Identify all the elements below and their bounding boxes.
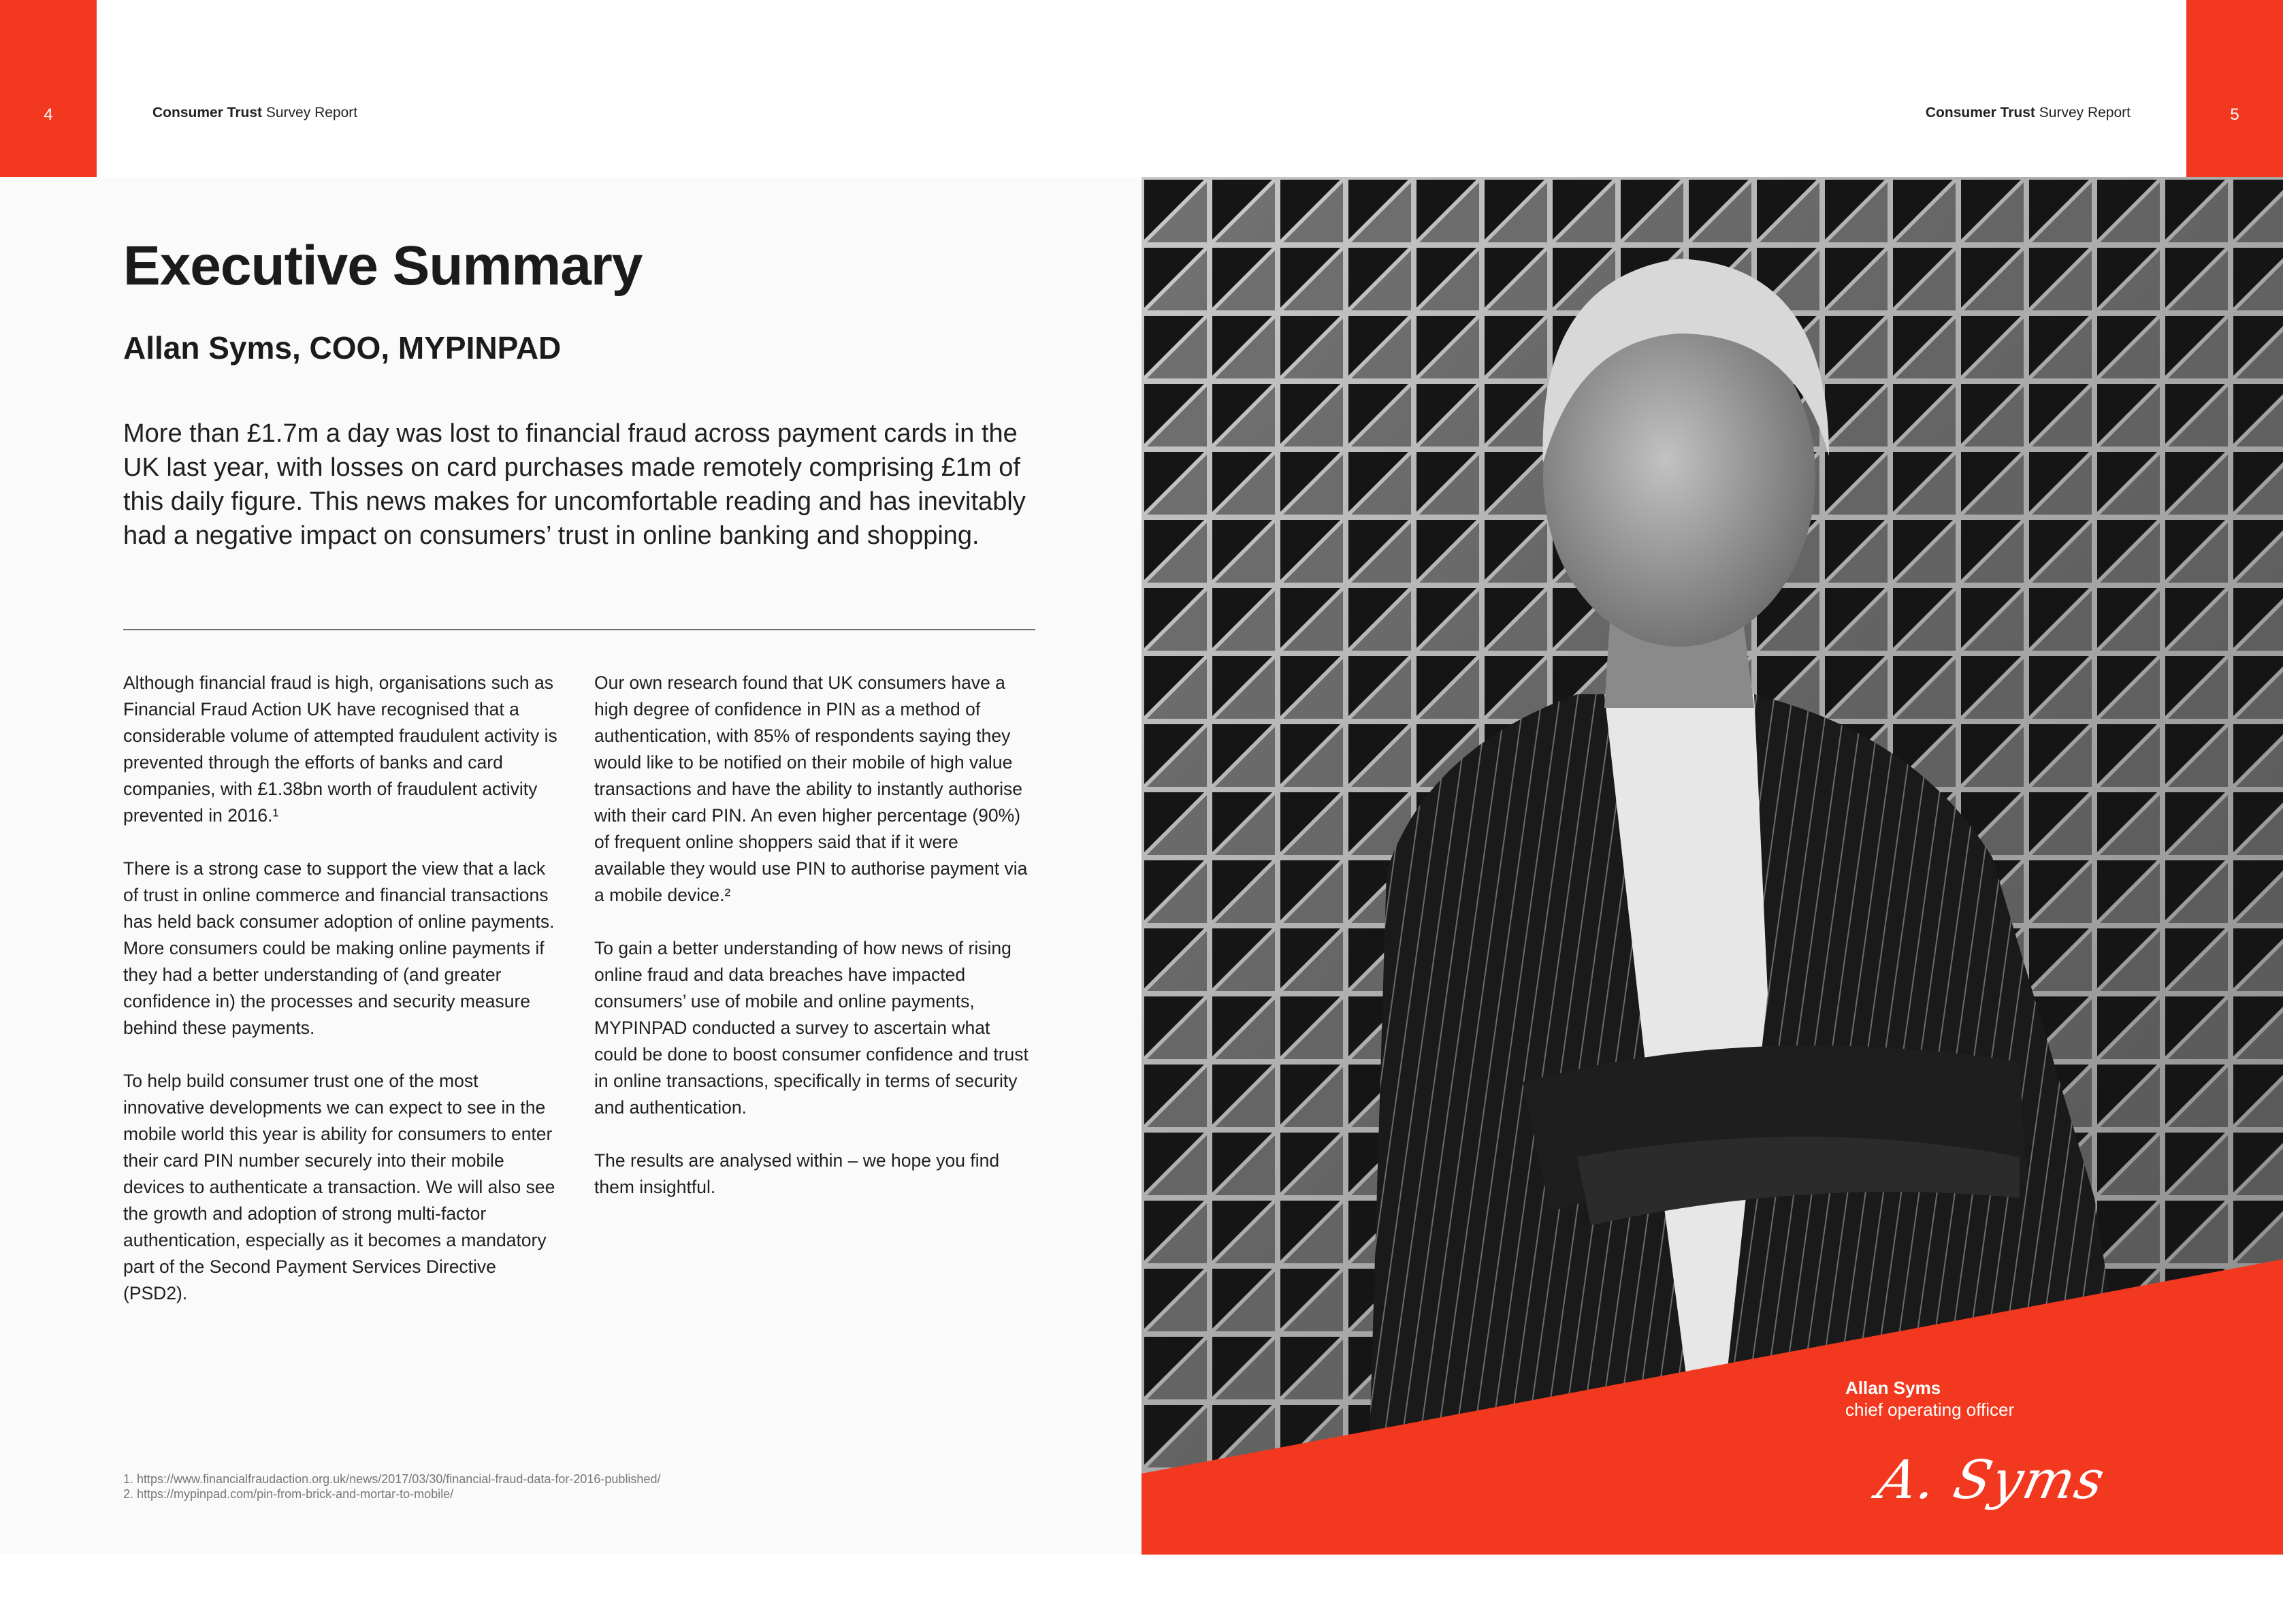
body-paragraph: To gain a better understanding of how news of rising online fraud and data breaches have impacted consumers’ use of mobile and online payments, MYPINPAD conducted a survey to ascertain what could be done to boost consumer confidence and trust in online transactions, specifically in terms of security and authentication. [594, 938, 1029, 1118]
byline: Allan Syms, COO, MYPINPAD [123, 330, 562, 366]
body-paragraph: Our own research found that UK consumers have a high degree of confidence in PIN as a method of authentication, with 85% of respondents saying they would like to be notified on their mobile of high value transactions and have the ability to instantly authorise with their card PIN. An even higher percentage (90%) of frequent online shoppers said that if it were available they would use PIN to authorise payment via a mobile device.² [594, 672, 1028, 905]
page-title: Executive Summary [123, 235, 643, 297]
right-page-number: 5 [2186, 0, 2283, 177]
body-paragraph: Although financial fraud is high, organisations such as Financial Fraud Action UK have recognised that a considerable volume of attempted fraudulent activity is prevented through the efforts of banks and card companies, with £1.38bn worth of fraudulent activity prevented in 2016.¹ [123, 672, 557, 826]
running-head-rest: Survey Report [265, 105, 358, 120]
body-column-left [123, 670, 559, 1333]
running-head-left [152, 105, 357, 121]
running-head-bold: Consumer Trust [1925, 105, 2035, 120]
caption-name: Allan Syms [1845, 1378, 1941, 1398]
running-head-right [1926, 105, 2131, 121]
footnote-1[interactable]: 1. https://www.financialfraudaction.org.uk/news/2017/03/30/financial-fraud-data-for-2016-published/ [123, 1472, 661, 1486]
divider [123, 629, 1035, 630]
left-page-number: 4 [0, 0, 97, 177]
signature: A. Syms [1872, 1450, 2111, 1511]
body-paragraph: To help build consumer trust one of the most innovative developments we can expect to see in the mobile world this year is ability for consumers to enter their card PIN number securely into their mobile devices to authenticate a transaction. We will also see the growth and adoption of strong multi-factor authentication, especially as it becomes a mandatory part of the Second Payment Services Directive (PSD2). [123, 1071, 555, 1303]
body-column-right [594, 670, 1030, 1227]
lead-paragraph: More than £1.7m a day was lost to financial fraud across payment cards in the UK last year, with losses on card purchases made remotely comprising £1m of this daily figure. This news makes for uncomfortable reading and has inevitably had a negative impact on consumers’ trust in online banking and shopping. [123, 419, 1026, 550]
footnotes [123, 1472, 660, 1501]
photo-caption [1845, 1377, 2014, 1420]
running-head-rest: Survey Report [2039, 105, 2131, 120]
footnote-2[interactable]: 2. https://mypinpad.com/pin-from-brick-and-mortar-to-mobile/ [123, 1487, 454, 1501]
portrait-illustration [1142, 177, 2283, 1555]
bottom-margin [0, 1555, 2283, 1624]
running-head-bold: Consumer Trust [152, 105, 263, 120]
portrait-photo [1142, 177, 2283, 1555]
body-paragraph: There is a strong case to support the view that a lack of trust in online commerce and financial transactions has held back consumer adoption of online payments. More consumers could be making online payments if they had a better understanding of (and greater confidence in) the processes and security measure behind these payments. [123, 858, 555, 1038]
caption-role: chief operating officer [1845, 1399, 2015, 1420]
body-paragraph: The results are analysed within – we hope you find them insightful. [594, 1150, 1000, 1197]
